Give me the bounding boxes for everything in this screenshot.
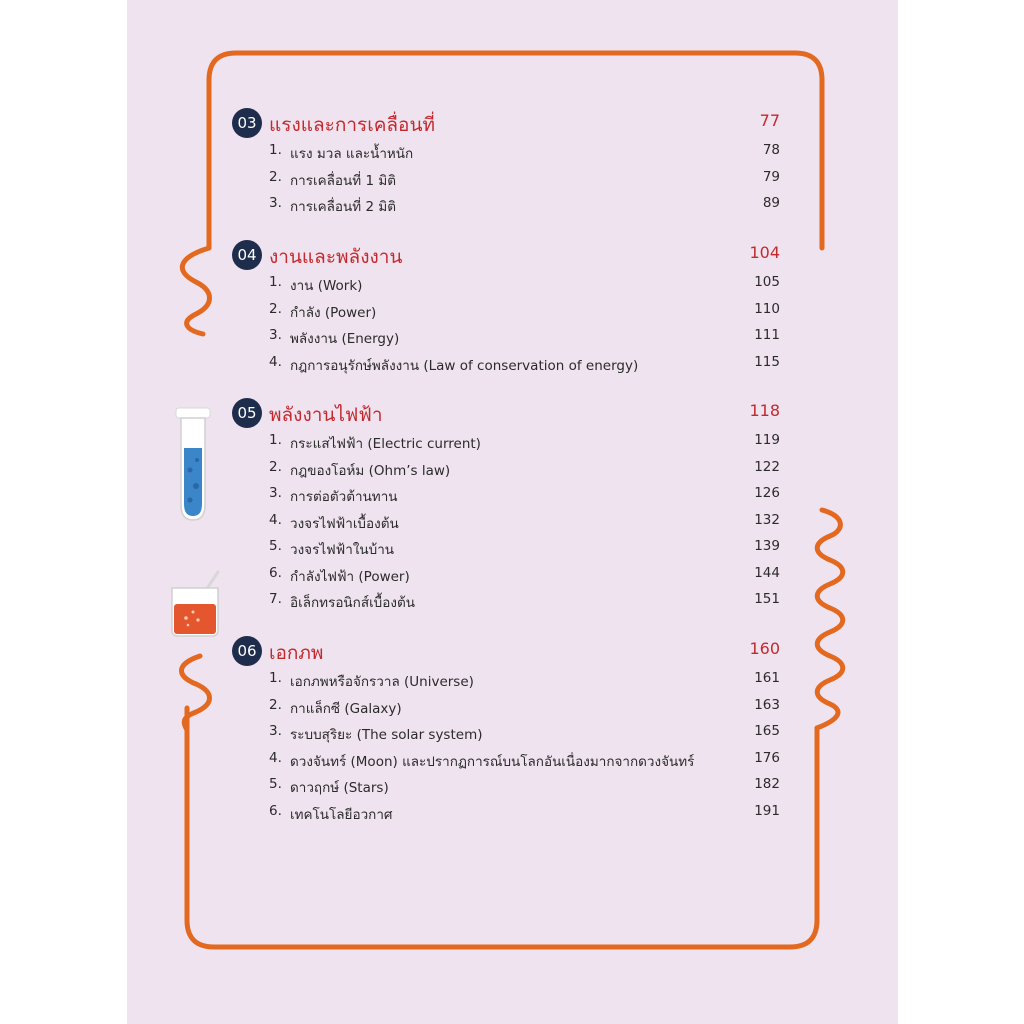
toc-item[interactable] <box>232 165 780 192</box>
item-page: 176 <box>754 749 780 766</box>
toc-item[interactable] <box>232 455 780 482</box>
chapter-page-number: 160 <box>749 639 780 658</box>
chapter-03 <box>232 108 780 218</box>
item-page: 89 <box>762 195 780 211</box>
chapter-06 <box>232 636 780 825</box>
item-page: 126 <box>754 485 780 501</box>
chapter-title: พลังงานไฟฟ้า <box>269 404 383 426</box>
chapter-number-badge: 03 <box>232 108 262 138</box>
item-number: 4. <box>269 353 282 370</box>
toc-item[interactable] <box>232 481 780 508</box>
item-title: กำลังไฟฟ้า (Power) <box>290 568 410 585</box>
toc-item[interactable] <box>232 428 780 455</box>
item-title: แรง มวล และน้ำหนัก <box>290 146 414 162</box>
item-number: 3. <box>269 195 282 211</box>
item-page: 122 <box>754 458 780 475</box>
toc-item[interactable] <box>232 350 780 377</box>
item-number: 1. <box>269 432 282 448</box>
chapter-number-badge: 05 <box>232 398 262 428</box>
test-tube-icon <box>176 408 210 520</box>
chapter-heading[interactable] <box>232 240 780 270</box>
chapter-page-number: 118 <box>749 401 780 420</box>
item-number: 2. <box>269 696 282 713</box>
toc-item[interactable] <box>232 297 780 324</box>
item-page: 165 <box>754 723 780 739</box>
item-number: 6. <box>269 802 282 819</box>
item-number: 5. <box>269 538 282 554</box>
item-number: 3. <box>269 723 282 739</box>
chapter-heading[interactable] <box>232 398 780 428</box>
item-title: กำลัง (Power) <box>290 304 377 321</box>
toc-item[interactable] <box>232 323 780 350</box>
item-title: กระแสไฟฟ้า (Electric current) <box>290 436 481 452</box>
item-title: กฎของโอห์ม (Ohm’s law) <box>290 462 451 479</box>
item-title: ดาวฤกษ์ (Stars) <box>290 780 389 796</box>
item-title: กาแล็กซี (Galaxy) <box>290 700 402 717</box>
chapter-number-badge: 06 <box>232 636 262 666</box>
item-title: วงจรไฟฟ้าในบ้าน <box>290 542 395 558</box>
item-page: 110 <box>754 300 780 317</box>
chapter-heading[interactable] <box>232 636 780 666</box>
toc-item[interactable] <box>232 191 780 218</box>
item-page: 191 <box>754 802 780 819</box>
item-number: 2. <box>269 168 282 185</box>
toc-item[interactable] <box>232 746 780 773</box>
item-title: ระบบสุริยะ (The solar system) <box>290 727 483 743</box>
chapter-number-badge: 04 <box>232 240 262 270</box>
item-page: 111 <box>754 327 780 343</box>
item-page: 182 <box>754 776 780 792</box>
beaker-icon <box>172 572 218 636</box>
item-title: เทคโนโลยีอวกาศ <box>290 806 393 823</box>
toc-item[interactable] <box>232 719 780 746</box>
item-number: 6. <box>269 564 282 581</box>
item-page: 105 <box>754 274 780 290</box>
item-number: 1. <box>269 142 282 158</box>
item-page: 151 <box>754 591 780 607</box>
item-title: การเคลื่อนที่ 1 มิติ <box>290 172 396 189</box>
chapter-05 <box>232 398 780 614</box>
item-title: การต่อตัวต้านทาน <box>290 489 398 505</box>
toc-item[interactable] <box>232 799 780 826</box>
chapter-title: แรงและการเคลื่อนที่ <box>269 114 435 136</box>
toc-item[interactable] <box>232 561 780 588</box>
toc-item[interactable] <box>232 772 780 799</box>
chapter-04 <box>232 240 780 376</box>
item-page: 163 <box>754 696 780 713</box>
item-number: 4. <box>269 749 282 766</box>
item-number: 3. <box>269 485 282 501</box>
squiggle-left-upper <box>182 248 209 334</box>
item-title: การเคลื่อนที่ 2 มิติ <box>290 199 396 215</box>
chapter-page-number: 77 <box>759 111 780 130</box>
item-page: 144 <box>754 564 780 581</box>
item-number: 2. <box>269 458 282 475</box>
item-number: 3. <box>269 327 282 343</box>
item-title: เอกภพหรือจักรวาล (Universe) <box>290 674 474 690</box>
item-page: 79 <box>762 168 780 185</box>
toc-item[interactable] <box>232 270 780 297</box>
squiggle-left-lower <box>181 656 209 730</box>
item-page: 139 <box>754 538 780 554</box>
item-title: วงจรไฟฟ้าเบื้องต้น <box>290 515 399 532</box>
toc-item[interactable] <box>232 693 780 720</box>
item-page: 132 <box>754 511 780 528</box>
toc-item[interactable] <box>232 587 780 614</box>
item-title: ดวงจันทร์ (Moon) และปรากฏการณ์บนโลกอันเนื่องมากจากดวงจันทร์ <box>290 753 695 770</box>
item-page: 161 <box>754 670 780 686</box>
item-title: กฎการอนุรักษ์พลังงาน (Law of conservation of energy) <box>290 357 639 374</box>
toc-item[interactable] <box>232 534 780 561</box>
item-number: 1. <box>269 670 282 686</box>
item-page: 119 <box>754 432 780 448</box>
chapter-title: งานและพลังงาน <box>269 246 403 268</box>
chapter-heading[interactable] <box>232 108 780 138</box>
item-title: พลังงาน (Energy) <box>290 331 400 347</box>
toc-item[interactable] <box>232 138 780 165</box>
squiggle-right <box>817 510 843 728</box>
item-number: 7. <box>269 591 282 607</box>
toc-item[interactable] <box>232 508 780 535</box>
item-title: อิเล็กทรอนิกส์เบื้องต้น <box>290 595 415 611</box>
item-page: 78 <box>762 142 780 158</box>
item-title: งาน (Work) <box>290 278 363 294</box>
chapter-title: เอกภพ <box>269 642 324 664</box>
item-number: 4. <box>269 511 282 528</box>
item-number: 2. <box>269 300 282 317</box>
chapter-page-number: 104 <box>749 243 780 262</box>
item-page: 115 <box>754 353 780 370</box>
toc-item[interactable] <box>232 666 780 693</box>
item-number: 1. <box>269 274 282 290</box>
item-number: 5. <box>269 776 282 792</box>
